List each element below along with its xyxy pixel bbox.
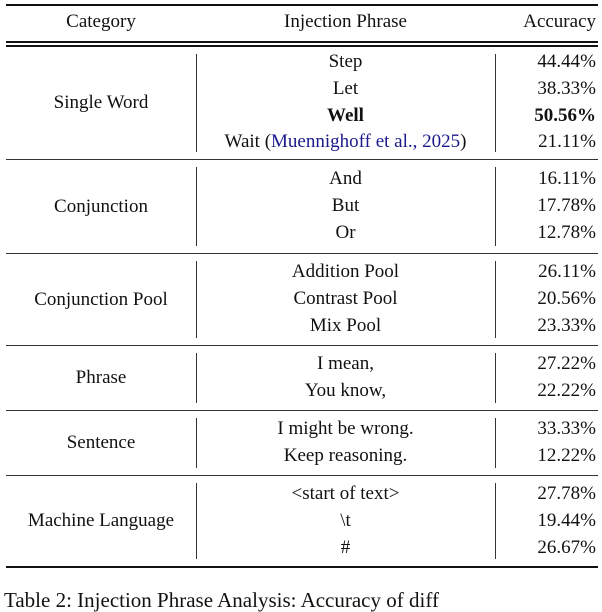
phrase-cell <box>196 286 495 313</box>
category-cell: Conjunction Pool <box>34 288 168 310</box>
phrase-column <box>196 259 495 339</box>
phrase-cell <box>196 76 495 103</box>
phrase-column <box>196 166 495 246</box>
category-cell: Sentence <box>66 432 136 453</box>
accuracy-cell: 38.33% <box>537 78 596 100</box>
phrase-cell <box>196 220 495 247</box>
table-group <box>6 160 598 254</box>
header-accuracy: Accuracy <box>523 11 596 32</box>
phrase-cell <box>196 508 495 535</box>
table-group <box>6 254 598 346</box>
phrase-text: Keep reasoning. <box>283 444 408 466</box>
phrase-cell <box>196 535 495 562</box>
header-injection-phrase: Injection Phrase <box>284 11 407 32</box>
accuracy-column <box>495 166 596 246</box>
category-cell: Single Word <box>53 92 149 113</box>
accuracy-cell: 19.44% <box>537 509 596 531</box>
phrase-text: And <box>329 168 362 190</box>
accuracy-cell: 27.78% <box>537 483 596 505</box>
phrase-cell <box>196 259 495 286</box>
phrase-column <box>196 481 495 561</box>
phrase-text: <start of text> <box>291 483 400 505</box>
phrase-text: Let <box>332 78 359 100</box>
accuracy-cell: 21.11% <box>538 131 596 153</box>
header-category: Category <box>66 11 136 32</box>
accuracy-column <box>495 351 596 404</box>
accuracy-cell: 22.22% <box>537 379 596 401</box>
accuracy-cell: 17.78% <box>537 194 596 216</box>
phrase-cell <box>196 351 495 378</box>
accuracy-cell: 16.11% <box>538 168 596 190</box>
phrase-cell <box>196 378 495 405</box>
table-caption: Table 2: Injection Phrase Analysis: Accuracy of diff <box>4 588 439 612</box>
phrase-text: Addition Pool <box>291 261 400 283</box>
phrase-column <box>196 416 495 469</box>
accuracy-column <box>495 416 596 469</box>
accuracy-cell: 26.11% <box>538 261 596 283</box>
phrase-text: You know, <box>304 379 387 401</box>
accuracy-column <box>495 259 596 339</box>
category-cell: Phrase <box>75 367 127 388</box>
phrase-suffix: ) <box>460 131 467 153</box>
phrase-cell <box>196 193 495 220</box>
accuracy-cell: 12.22% <box>537 444 596 466</box>
phrase-column <box>196 351 495 404</box>
phrase-text: I mean, <box>317 353 374 375</box>
phrase-text: \t <box>340 509 351 531</box>
phrase-cell <box>196 166 495 193</box>
phrase-text: Wait ( <box>224 131 272 153</box>
category-cell: Machine Language <box>27 510 175 531</box>
accuracy-cell: 50.56% <box>534 104 596 126</box>
phrase-text: Well <box>327 104 364 126</box>
accuracy-cell: 27.22% <box>537 353 596 375</box>
phrase-column <box>196 49 495 156</box>
table-group <box>6 47 598 160</box>
phrase-cell <box>196 129 495 156</box>
phrase-cell <box>196 313 495 340</box>
citation-link[interactable]: Muennighoff et al., 2025 <box>271 131 461 153</box>
phrase-text: # <box>340 536 351 558</box>
phrase-text: Contrast Pool <box>293 287 398 309</box>
top-rule <box>6 4 598 6</box>
accuracy-column <box>495 481 596 561</box>
accuracy-cell: 20.56% <box>537 287 596 309</box>
phrase-cell <box>196 103 495 130</box>
phrase-text: Or <box>335 221 356 243</box>
table-group <box>6 476 598 568</box>
table-group <box>6 411 598 476</box>
phrase-cell <box>196 443 495 470</box>
accuracy-cell: 23.33% <box>537 314 596 336</box>
phrase-cell <box>196 416 495 443</box>
phrase-text: But <box>331 194 360 216</box>
header-double-rule-top <box>6 41 598 43</box>
accuracy-cell: 33.33% <box>537 418 596 440</box>
table-group <box>6 346 598 411</box>
phrase-text: I might be wrong. <box>277 418 414 440</box>
phrase-text: Mix Pool <box>309 314 382 336</box>
accuracy-column <box>495 49 596 156</box>
phrase-text: Step <box>328 51 363 73</box>
phrase-cell <box>196 49 495 76</box>
accuracy-cell: 12.78% <box>537 221 596 243</box>
accuracy-cell: 44.44% <box>537 51 596 73</box>
accuracy-cell: 26.67% <box>537 536 596 558</box>
phrase-cell <box>196 481 495 508</box>
category-cell: Conjunction <box>54 195 148 217</box>
